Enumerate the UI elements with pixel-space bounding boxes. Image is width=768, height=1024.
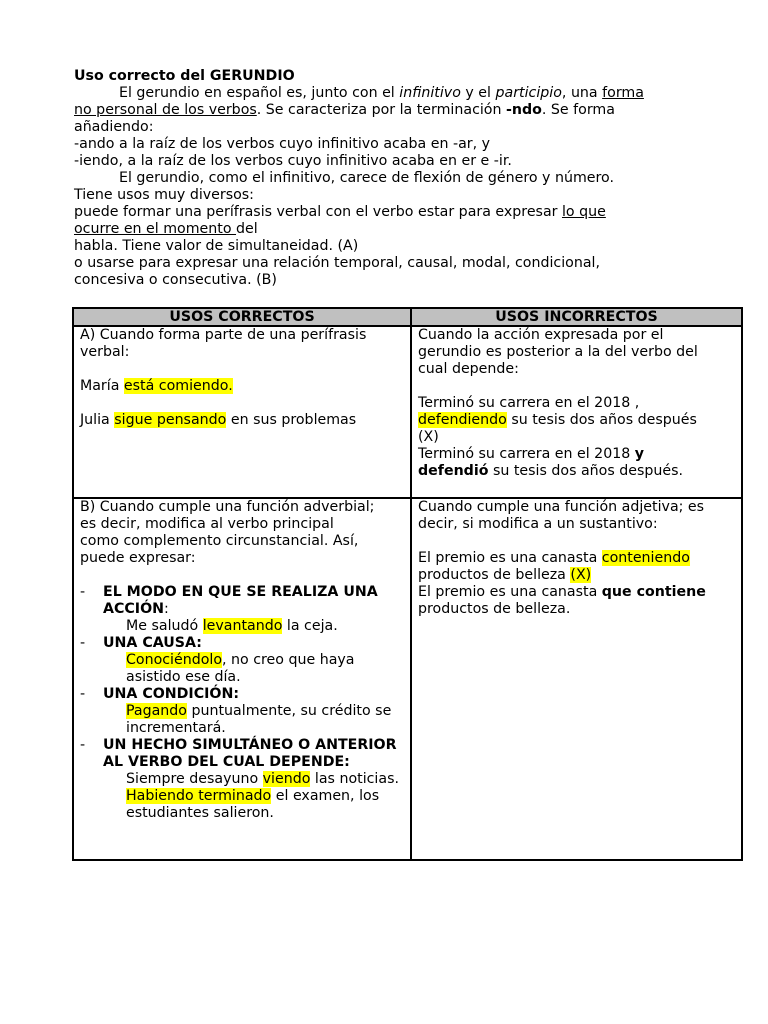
list-item: - UNA CONDICIÓN: Pagando puntualmente, su crédito se incrementará. xyxy=(80,686,392,736)
incorrect-cell-b: Cuando cumple una función adjetiva; es decir, si modifica a un sustantivo: El premio es una canasta conteniendo productos de belleza (X) El premio es una canasta que contiene productos de belleza. xyxy=(411,498,742,860)
intro-line: -iendo, a la raíz de los verbos cuyo infinitivo acaba en er e -ir. xyxy=(74,153,512,169)
corrected-example: El premio es una canasta que contiene xyxy=(418,584,706,600)
intro-line: Tiene usos muy diversos: xyxy=(74,187,254,203)
correct-cell-a: A) Cuando forma parte de una perífrasis verbal: María está comiendo. Julia sigue pensando en sus problemas xyxy=(73,326,411,498)
corrected-example: Terminó su carrera en el 2018 y xyxy=(418,446,645,462)
correct-cell-b: B) Cuando cumple una función adverbial; es decir, modifica al verbo principal como complemento circunstancial. Así, puede expresar: - EL MODO EN QUE SE REALIZA UNA ACCIÓN: Me saludó levantando la ceja. - UNA CAUSA: Conociéndolo, no creo que haya asistido ese día. - UNA CONDICIÓN: Pagando puntualmente, su crédito se incrementará. - UN HECHO SIMULTÁNEO O ANTERIOR AL VERBO DEL CUAL DEPENDE: Siempre desayuno viendo las noticias. Habiendo terminado el examen, los estudiantes salieron. xyxy=(73,498,411,860)
intro-section: Uso correcto del GERUNDIO El gerundio en español es, junto con el infinitivo y el participio, una forma no personal de los verbos. Se caracteriza por la terminación -ndo. Se forma añadiendo: -ando a la raíz de los verbos cuyo infinitivo acaba en -ar, y -iendo, a la raíz de los verbos cuyo infinitivo acaba en er e -ir. El gerundio, como el infinitivo, carece de flexión de género y número. Tiene usos muy diversos: puede formar una perífrasis verbal con el verbo estar para expresar lo que ocurre en el momento del habla. Tiene valor de simultaneidad. (A) o usarse para expresar una relación temporal, causal, modal, condicional, concesiva o consecutiva. (B) xyxy=(74,68,714,289)
intro-line: o usarse para expresar una relación temporal, causal, modal, condicional, xyxy=(74,255,600,271)
gerund-usage-table xyxy=(72,307,743,861)
incorrect-mark: (X) xyxy=(418,429,439,445)
incorrect-example: El premio es una canasta conteniendo xyxy=(418,550,690,566)
example-maria: María está comiendo. xyxy=(80,378,233,394)
list-item: - UNA CAUSA: Conociéndolo, no creo que haya asistido ese día. xyxy=(80,635,355,685)
intro-line: ocurre en el momento del xyxy=(74,221,258,237)
header-correct-uses: USOS CORRECTOS xyxy=(73,308,411,326)
adverbial-uses-list xyxy=(80,584,404,822)
incorrect-mark: (X) xyxy=(570,567,592,583)
intro-line: puede formar una perífrasis verbal con el verbo estar para expresar lo que xyxy=(74,204,606,220)
header-incorrect-uses: USOS INCORRECTOS xyxy=(411,308,742,326)
intro-line: El gerundio, como el infinitivo, carece de flexión de género y número. xyxy=(119,170,614,186)
intro-line: -ando a la raíz de los verbos cuyo infinitivo acaba en -ar, y xyxy=(74,136,491,152)
list-item: - UN HECHO SIMULTÁNEO O ANTERIOR AL VERBO DEL CUAL DEPENDE: Siempre desayuno viendo las noticias. Habiendo terminado el examen, los estudiantes salieron. xyxy=(80,737,399,821)
table-header-row xyxy=(73,308,742,326)
list-item: - EL MODO EN QUE SE REALIZA UNA ACCIÓN: Me saludó levantando la ceja. xyxy=(80,584,378,634)
intro-paragraph: El gerundio en español es, junto con el infinitivo y el participio, una forma xyxy=(119,85,644,101)
intro-line: habla. Tiene valor de simultaneidad. (A) xyxy=(74,238,359,254)
example-julia: Julia sigue pensando en sus problemas xyxy=(80,412,357,428)
table-row xyxy=(73,498,742,860)
document-title: Uso correcto del GERUNDIO xyxy=(74,68,295,84)
intro-line: concesiva o consecutiva. (B) xyxy=(74,272,277,288)
table-row xyxy=(73,326,742,498)
incorrect-cell-a: Cuando la acción expresada por el gerundio es posterior a la del verbo del cual depende: Terminó su carrera en el 2018 , defendiendo su tesis dos años después (X) Terminó su carrera en el 2018 y defendió su tesis dos años después. xyxy=(411,326,742,498)
incorrect-example: defendiendo su tesis dos años después xyxy=(418,412,697,428)
